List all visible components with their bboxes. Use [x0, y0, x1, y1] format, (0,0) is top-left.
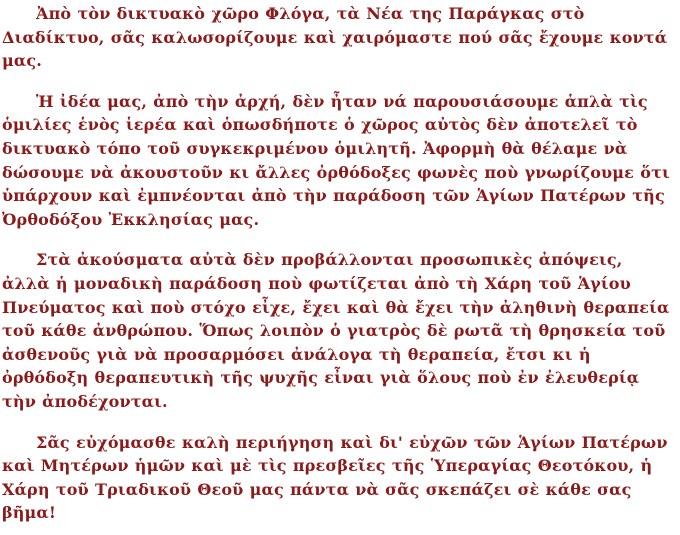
tradition-paragraph-3: Στὰ ἀκούσματα αὐτὰ δὲν προβάλλονται προσωπικὲς ἀπόψεις, ἀλλὰ ἡ μοναδικὴ παράδοση ποὺ φωτίζεται ἀπὸ τὴ Χάρη τοῦ Ἁγίου Πνεύματος καὶ ποὺ στόχο εἶχε, ἔχει καὶ θὰ ἔχει τὴν ἀληθινὴ θεραπεία τοῦ κάθε ἀνθρώπου. Ὅπως λοιπὸν ὁ γιατρὸς δὲ ρωτᾶ τὴ θρησκεία τοῦ ἀσθενοῦς γιὰ νὰ προσαρμόσει ἀνάλογα τὴ θεραπεία, ἔτσι κι ἡ ὀρθόδοξη θεραπευτικὴ τῆς ψυχῆς εἶναι γιὰ ὅλους ποὺ ἐν ἐλευθερίᾳ τὴν ἀποδέχονται. [2, 250, 670, 411]
blessing-paragraph-4: Σᾶς εὐχόμασθε καλὴ περιήγηση καὶ δι' εὐχῶν τῶν Ἁγίων Πατέρων καὶ Μητέρων ἡμῶν καὶ μὲ τὶς πρεσβεῖες τῆς Ὑπεραγίας Θεοτόκου, ἡ Χάρη τοῦ Τριαδικοῦ Θεοῦ μας πάντα νὰ σᾶς σκεπάζει σὲ κάθε σας βῆμα! [2, 432, 668, 523]
mission-paragraph-2: Ἡ ἰδέα μας, ἀπὸ τὴν ἀρχή, δὲν ἦταν νά παρουσιάσουμε ἁπλὰ τὶς ὁμιλίες ἑνὸς ἱερέα καὶ ὁπωσδήποτε ὁ χῶρος αὐτὸς δὲν ἀποτελεῖ τὸ δικτυακὸ τόπο τοῦ συγκεκριμένου ὁμιλητῆ. Ἀφορμὴ θὰ θέλαμε νὰ δώσουμε νὰ ἀκουστοῦν κι ἄλλες ὀρθόδοξες φωνὲς ποὺ γνωρίζουμε ὅτι ὑπάρχουν καὶ ἐμπνέονται ἀπὸ τὴν παράδοση τῶν Ἁγίων Πατέρων τῆς Ὀρθοδόξου Ἐκκλησίας μας. [2, 91, 670, 229]
welcome-paragraph-1: Ἀπὸ τὸν δικτυακὸ χῶρο Φλόγα, τὰ Νέα της Παράγκας στὸ Διαδίκτυο, σᾶς καλωσορίζουμε καὶ χαιρόμαστε πού σᾶς ἔχουμε κοντά μας. [2, 4, 668, 71]
